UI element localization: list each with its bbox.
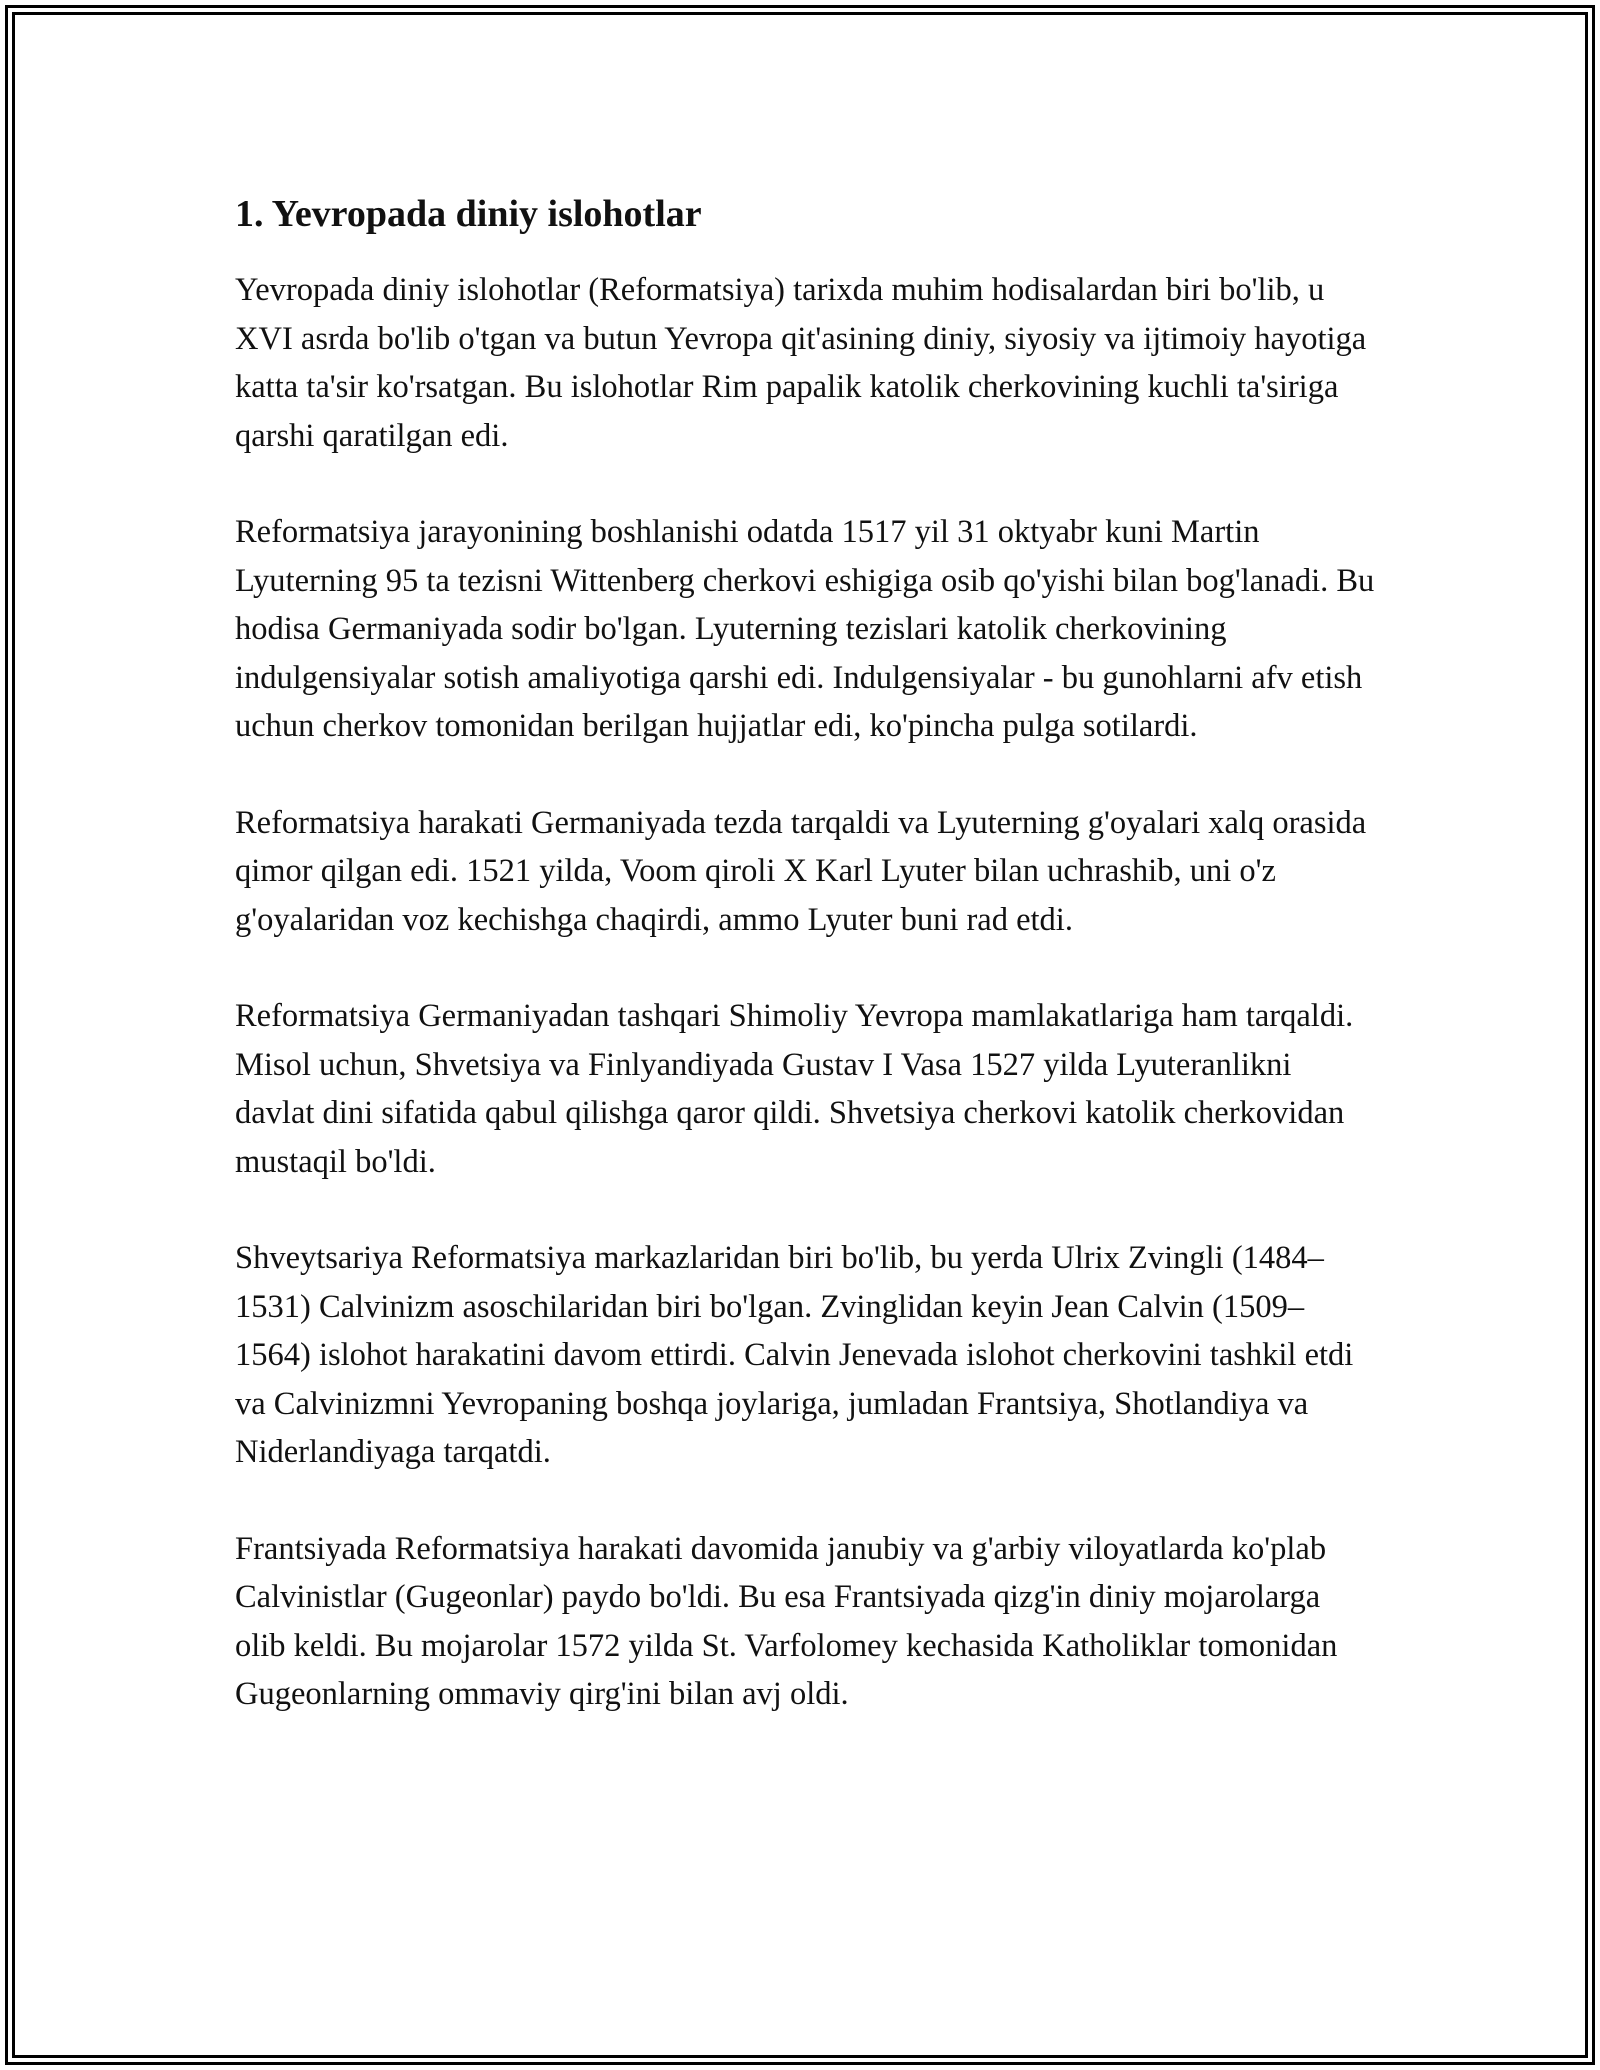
paragraph-luther-theses: Reformatsiya jarayonining boshlanishi odatda 1517 yil 31 oktyabr kuni Martin Lyuterning 95 ta tezisni Wittenberg cherkovi eshigiga osib qo'yishi bilan bog'lanadi. Bu hodisa Germaniyada sodir bo'lgan. Lyuterning tezislari katolik cherkovining indulgensiyalar sotish amaliyotiga qarshi edi. Indulgensiyalar - bu gunohlarni afv etish uchun cherkov tomonidan berilgan hujjatlar edi, ko'pincha pulga sotilardi. [235,514,1375,744]
paragraph-northern-europe: Reformatsiya Germaniyadan tashqari Shimoliy Yevropa mamlakatlariga ham tarqaldi. Misol uchun, Shvetsiya va Finlyandiyada Gustav I Vasa 1527 yilda Lyuteranlikni davlat dini sifatida qabul qilishga qaror qildi. Shvetsiya cherkovi katolik cherkovidan mustaqil bo'ldi. [235,998,1354,1180]
section-title: 1. Yevropada diniy islohotlar [235,193,702,235]
paragraph-switzerland: Shveytsariya Reformatsiya markazlaridan biri bo'lib, bu yerda Ulrix Zvingli (1484–1531) Calvinizm asoschilaridan biri bo'lgan. Zvinglidan keyin Jean Calvin (1509–1564) islohot harakatini davom ettirdi. Calvin Jenevada islohot cherkovini tashkil etdi va Calvinizmni Yevropaning boshqa joylariga, jumladan Frantsiya, Shotlandiya va Niderlandiyaga tarqatdi. [235,1240,1354,1470]
paragraph-france: Frantsiyada Reformatsiya harakati davomida janubiy va g'arbiy viloyatlarda ko'plab Calvinistlar (Gugeonlar) paydo bo'ldi. Bu esa Frantsiyada qizg'in diniy mojarolarga olib keldi. Bu mojarolar 1572 yilda St. Varfolomey kechasida Katholiklar tomonidan Gugeonlarning ommaviy qirg'ini bilan avj oldi. [235,1530,1338,1712]
document-body [235,188,1375,1767]
paragraph-spread-germany: Reformatsiya harakati Germaniyada tezda tarqaldi va Lyuterning g'oyalari xalq orasida qimor qilgan edi. 1521 yilda, Voom qiroli X Karl Lyuter bilan uchrashib, uni o'z g'oyalaridan voz kechishga chaqirdi, ammo Lyuter buni rad etdi. [235,804,1367,938]
paragraph-intro: Yevropada diniy islohotlar (Reformatsiya) tarixda muhim hodisalardan biri bo'lib, u XVI asrda bo'lib o'tgan va butun Yevropa qit'asining diniy, siyosiy va ijtimoiy hayotiga katta ta'sir ko'rsatgan. Bu islohotlar Rim papalik katolik cherkovining kuchli ta'siriga qarshi qaratilgan edi. [235,272,1367,454]
